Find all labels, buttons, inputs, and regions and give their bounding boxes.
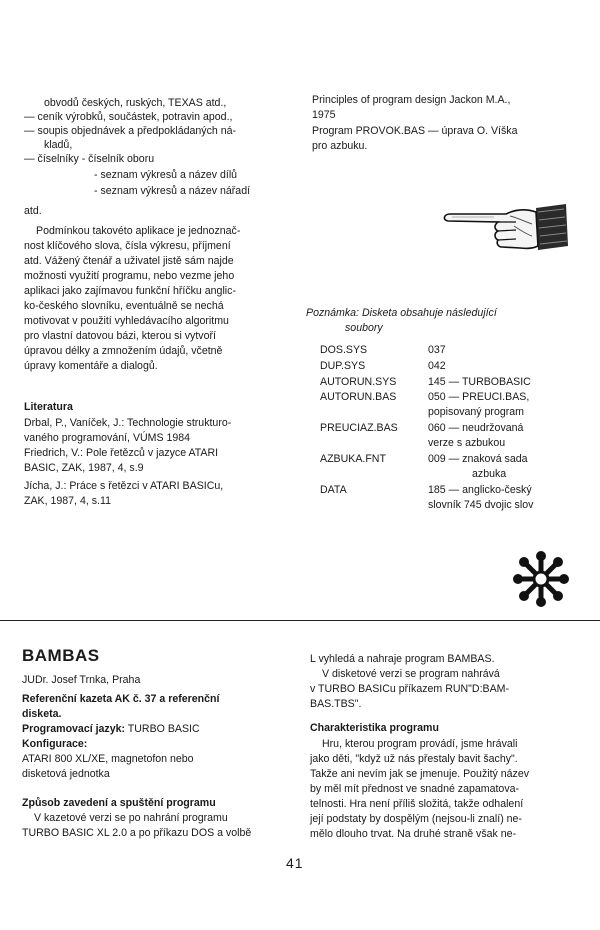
page-number: 41	[286, 855, 304, 871]
char-line: mělo dlouho trvat. Na druhé straně však ne-	[310, 828, 517, 840]
article-title: BAMBAS	[22, 646, 100, 665]
ref-cassette: disketa.	[22, 708, 62, 720]
file-name: AUTORUN.SYS	[320, 376, 397, 388]
char-line: telnosti. Hra není příliš složitá, takže odhalení	[310, 798, 524, 810]
list-line: obvodů českých, ruských, TEXAS atd.,	[44, 97, 227, 109]
file-desc: azbuka	[472, 468, 507, 480]
char-line: Hru, kterou program provádí, jsme hrávali	[322, 738, 518, 750]
char-heading: Charakteristika programu	[310, 722, 439, 734]
paragraph-line: aplikaci jako zajímavou funkční hříčku anglic-	[24, 285, 236, 297]
section-divider	[0, 620, 600, 621]
file-name: DOS.SYS	[320, 344, 368, 356]
list-line: atd.	[24, 205, 42, 217]
file-size: 042	[428, 360, 446, 372]
paragraph-line: ko-českého slovníku, eventuálně se nechá	[24, 300, 224, 312]
programming-language	[22, 722, 200, 736]
ref-line: pro azbuku.	[312, 140, 368, 152]
paragraph-line: Podmínkou takovéto aplikace je jednoznač-	[36, 225, 241, 237]
load-heading: Způsob zavedení a spuštění programu	[22, 797, 216, 809]
paragraph-line: motivovat v použití vyhledávacího algoritmu	[24, 315, 229, 327]
right-line: BAS.TBS".	[310, 698, 362, 710]
literatura-line: ZAK, 1987, 4, s.11	[24, 495, 111, 507]
ref-line: Principles of program design Jackon M.A.,	[312, 94, 511, 106]
char-line: by měl mít přednost ve snadné zapamatova-	[310, 783, 520, 795]
paragraph-line: možnosti využití programu, nebo vezme jeho	[24, 270, 235, 282]
load-line: TURBO BASIC XL 2.0 a po příkazu DOS a volbě	[22, 827, 252, 839]
paragraph-line: úpravou délky a zmnožením údajů, včetně	[24, 345, 223, 357]
paragraph-line: nost klíčového slova, čísla výkresu, příjmení	[24, 240, 231, 252]
config-line: ATARI 800 XL/XE, magnetofon nebo	[22, 753, 194, 765]
list-line: — číselníky - číselník oboru	[24, 153, 155, 165]
file-desc: slovník 745 dvojic slov	[428, 499, 534, 511]
list-line: — ceník výrobků, součástek, potravin apod.,	[24, 111, 233, 123]
literatura-line: BASIC, ZAK, 1987, 4, s.9	[24, 462, 144, 474]
right-line: V disketové verzi se program nahrává	[322, 668, 500, 680]
article-author: JUDr. Josef Trnka, Praha	[22, 674, 141, 686]
file-size: 037	[428, 344, 446, 356]
pointing-hand-icon	[440, 200, 570, 258]
literatura-heading: Literatura	[24, 401, 73, 413]
file-name: AUTORUN.BAS	[320, 391, 397, 403]
file-size: 060 — neudržovaná	[428, 422, 524, 434]
right-line: v TURBO BASICu příkazem RUN"D:BAM-	[310, 683, 509, 695]
file-desc: popisovaný program	[428, 406, 524, 418]
literatura-line: Jícha, J.: Práce s řetězci v ATARI BASICu,	[24, 480, 224, 492]
ref-line: 1975	[312, 109, 336, 121]
file-size: 050 — PREUCI.BAS,	[428, 391, 530, 403]
lang-label: Programovací jazyk:	[22, 723, 126, 735]
char-line: její podstaty by dospělým (nejsou-li znalí) ne-	[310, 813, 522, 825]
ref-cassette: Referenční kazeta AK č. 37 a referenční	[22, 693, 220, 705]
paragraph-line: atd. Vážený čtenář a uživatel jistě sám najde	[24, 255, 234, 267]
file-name: PREUCIAZ.BAS	[320, 422, 398, 434]
note-line: Poznámka: Disketa obsahuje následující	[306, 307, 497, 319]
list-line: - seznam výkresů a název dílů	[94, 169, 238, 181]
config-label: Konfigurace:	[22, 738, 88, 750]
asterisk-icon	[512, 550, 570, 608]
file-size: 145 — TURBOBASIC	[428, 376, 531, 388]
char-line: jako děti, "když už nás přestaly bavit šachy".	[310, 753, 518, 765]
list-line: kladů,	[44, 139, 73, 151]
file-name: AZBUKA.FNT	[320, 453, 386, 465]
list-line: - seznam výkresů a název nářadí	[94, 185, 251, 197]
ref-line: Program PROVOK.BAS — úprava O. Víška	[312, 125, 518, 137]
paragraph-line: pro vlastní datovou bázi, kterou si vytvoří	[24, 330, 216, 342]
literatura-line: Drbal, P., Vaníček, J.: Technologie strukturo-	[24, 417, 232, 429]
file-desc: verze s azbukou	[428, 437, 506, 449]
file-size: 185 — anglicko-český	[428, 484, 532, 496]
lang-value: TURBO BASIC	[125, 723, 200, 735]
char-line: Takže ani nevím jak se jmenuje. Použitý název	[310, 768, 530, 780]
file-name: DATA	[320, 484, 347, 496]
note-line: soubory	[345, 322, 383, 334]
load-line: V kazetové verzi se po nahrání programu	[34, 812, 228, 824]
file-name: DUP.SYS	[320, 360, 366, 372]
paragraph-line: úpravy komentáře a dialogů.	[24, 360, 158, 372]
file-size: 009 — znaková sada	[428, 453, 528, 465]
literatura-line: vaného programování, VÚMS 1984	[24, 432, 191, 444]
list-line: — soupis objednávek a předpokládaných ná-	[24, 125, 237, 137]
config-line: disketová jednotka	[22, 768, 110, 780]
right-line: L vyhledá a nahraje program BAMBAS.	[310, 653, 495, 665]
literatura-line: Friedrich, V.: Pole řetězců v jazyce ATARI	[24, 447, 219, 459]
